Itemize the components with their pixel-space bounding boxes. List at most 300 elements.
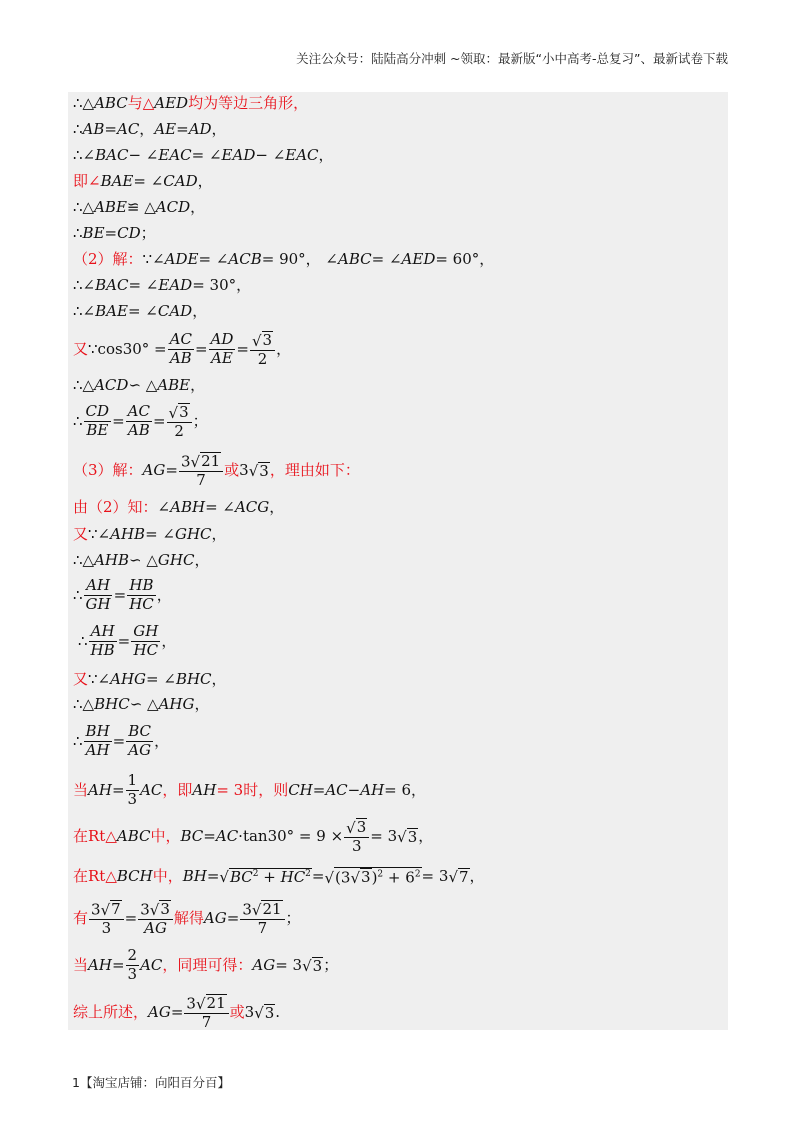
text: ∵∠ [88, 670, 111, 688]
fraction [89, 624, 117, 659]
text: ∽ △ [129, 695, 159, 713]
sqrt [350, 868, 371, 886]
numerator: 2 [127, 946, 138, 964]
text: . [275, 1003, 281, 1021]
text: = [152, 412, 166, 430]
fraction [131, 624, 160, 659]
solution-line-19 [73, 672, 227, 687]
text: = [176, 120, 189, 138]
text: ∴∠ [73, 276, 96, 294]
text: = [117, 631, 131, 650]
text: = [113, 585, 127, 604]
solution-line-25 [73, 900, 301, 937]
solution-line-1 [73, 96, 308, 111]
text: 即∠ [73, 172, 101, 190]
denominator: AB [169, 349, 192, 367]
radicand: 3 [312, 956, 323, 975]
fraction [127, 578, 156, 613]
radicand [334, 867, 422, 886]
text: ∴△ [73, 551, 95, 569]
denominator: GH [85, 594, 111, 613]
sqrt [254, 1004, 275, 1022]
text: 又 [73, 670, 89, 688]
solution-line-10 [73, 331, 291, 368]
text: 解得 [173, 909, 204, 927]
text: 中， [152, 867, 183, 885]
denominator: AB [127, 421, 150, 439]
text: 均为等边三角形， [188, 94, 309, 112]
fraction [179, 452, 223, 489]
var: BHC [175, 670, 212, 688]
denominator: AG [128, 740, 152, 759]
numerator: AH [90, 622, 115, 640]
var: BE [82, 224, 105, 242]
text: = 3 [275, 955, 303, 974]
text: = [194, 340, 208, 358]
text: = [165, 461, 178, 479]
text: ∴△ [73, 94, 95, 112]
page-footer: 1【淘宝店铺：向阳百分百】 [72, 1075, 230, 1090]
text: = ∠ [145, 525, 175, 543]
radical-icon: √ [251, 331, 262, 350]
text: = 3 [421, 867, 449, 885]
text: 或 [229, 1003, 245, 1021]
var: BCH [116, 867, 153, 885]
var: GHC [174, 525, 212, 543]
fraction [184, 994, 228, 1031]
radical-icon: √ [219, 868, 229, 887]
text: 在Rt△ [73, 867, 117, 885]
text: ， [197, 172, 213, 190]
text: + 6 [383, 868, 415, 887]
fraction [126, 724, 153, 759]
text: ∴ [73, 224, 83, 242]
var: AH [88, 955, 112, 974]
var: BC [180, 827, 204, 845]
solution-line-17 [73, 578, 172, 613]
text: 又 [73, 525, 89, 543]
denominator: HB [90, 640, 115, 659]
radical-icon: √ [346, 818, 356, 837]
text: ∴ [73, 120, 83, 138]
text: 中， [150, 827, 181, 845]
text: − ∠ [255, 146, 286, 164]
radical-icon: √ [324, 869, 335, 887]
denominator: 3 [351, 837, 362, 856]
text: ， [418, 827, 434, 845]
text: 有 [73, 909, 89, 927]
numerator: CD [85, 402, 110, 421]
text: − ∠ [128, 146, 159, 164]
solution-line-21 [73, 724, 169, 759]
denominator: 2 [257, 350, 268, 369]
numerator [240, 900, 284, 920]
text: = 30°， [192, 276, 252, 294]
fraction [209, 332, 236, 367]
var: ABE [157, 376, 191, 394]
text: （2）解： [73, 250, 143, 268]
fraction [84, 404, 112, 439]
var: BH [182, 867, 207, 885]
var: BC [229, 867, 253, 886]
solution-line-26 [73, 948, 338, 983]
text: 由（2）知： [73, 498, 158, 516]
coef: 3 [91, 900, 101, 919]
fraction [126, 948, 140, 983]
text: ， [194, 551, 210, 569]
denominator: HC [129, 594, 154, 613]
radical-icon: √ [168, 403, 179, 422]
sqrt [252, 331, 273, 349]
var: AG [203, 909, 227, 927]
radical-icon: √ [397, 828, 407, 847]
text: ， [469, 867, 485, 885]
var: GHC [157, 551, 195, 569]
text: 当 [73, 780, 89, 799]
var: ADE [164, 250, 199, 268]
radical-icon: √ [254, 1004, 264, 1023]
radical-icon: √ [190, 452, 201, 471]
sqrt [219, 868, 311, 886]
text: ； [323, 955, 339, 974]
var: AC [116, 120, 140, 138]
var: ABC [94, 94, 128, 112]
var: ABC [338, 250, 372, 268]
var: HC [280, 867, 306, 886]
text: ∴△ [73, 695, 95, 713]
sqrt [191, 452, 222, 470]
text: ∴△ [73, 376, 95, 394]
var: AC [325, 780, 348, 799]
text: 3 [239, 461, 249, 479]
numerator [344, 818, 369, 838]
text: ，即 [162, 780, 193, 799]
fraction [167, 403, 192, 440]
text: = [104, 120, 117, 138]
sqrt [101, 900, 122, 918]
radical-icon: √ [251, 900, 262, 919]
denominator: BE [86, 421, 109, 439]
var: AHB [94, 551, 130, 569]
var: EAC [158, 146, 192, 164]
text: ，同理可得： [162, 955, 253, 974]
exponent: 2 [414, 869, 421, 880]
sqrt [169, 403, 190, 421]
var: ACD [94, 376, 129, 394]
sqrt [249, 462, 270, 480]
text: = ∠ [191, 146, 222, 164]
text: ， [318, 146, 334, 164]
var: ACD [155, 198, 191, 216]
fraction [138, 900, 173, 937]
text: 或 [224, 461, 240, 479]
text: ， [139, 120, 155, 138]
text: 3 [244, 1003, 255, 1021]
radicand: 3 [264, 1003, 275, 1022]
text: = [124, 909, 138, 927]
text: ，理由如下： [269, 461, 360, 479]
solution-line-13 [73, 452, 360, 489]
var: AG [142, 461, 166, 479]
text: ， [211, 525, 227, 543]
denominator: 3 [127, 789, 138, 808]
text: = [112, 731, 126, 750]
numerator [184, 994, 228, 1014]
var: CD [117, 224, 141, 242]
numerator [138, 900, 173, 920]
denominator: AE [211, 349, 233, 367]
numerator: AH [86, 576, 111, 594]
var: ACB [228, 250, 262, 268]
var: EAD [221, 146, 256, 164]
text: ， [190, 376, 206, 394]
text: 综上所述， [73, 1003, 149, 1021]
text: （3）解： [73, 461, 143, 479]
sqrt [252, 900, 283, 918]
text: = [312, 780, 326, 799]
text: ， [154, 731, 170, 750]
text: = 90°， ∠ [261, 250, 338, 268]
solution-line-27 [73, 994, 280, 1031]
text: ， [211, 120, 227, 138]
text: = [236, 340, 249, 358]
text: ， [190, 198, 206, 216]
sqrt [346, 818, 367, 836]
text: ， [269, 498, 285, 516]
text: (3 [335, 868, 351, 887]
denominator: 3 [127, 964, 138, 983]
text: ≌ △ [126, 198, 156, 216]
text: = ∠ [371, 250, 402, 268]
fraction [240, 900, 284, 937]
solution-line-11 [73, 378, 205, 393]
radical-icon: √ [448, 868, 458, 887]
solution-line-15 [73, 527, 227, 542]
solution-line-6 [73, 226, 156, 241]
text: ∽ △ [128, 376, 158, 394]
solution-line-20 [73, 697, 209, 712]
coef: 3 [186, 994, 196, 1013]
text: ∴∠ [73, 146, 96, 164]
radicand: 7 [459, 867, 469, 886]
radicand: 21 [201, 452, 221, 470]
radicand: 21 [206, 994, 226, 1012]
radical-icon: √ [195, 994, 206, 1013]
text: = [104, 224, 118, 242]
var: CAD [157, 302, 193, 320]
fraction [126, 404, 152, 439]
exponent: 2 [377, 869, 384, 880]
text: ∵∠ [142, 250, 165, 268]
text: = ∠ [205, 498, 235, 516]
text: = [311, 867, 325, 885]
radicand: 3 [259, 461, 269, 480]
radicand: 3 [160, 900, 170, 918]
text: = [170, 1003, 184, 1021]
fraction [168, 332, 194, 367]
solution-line-5 [73, 200, 205, 215]
numerator: GH [133, 622, 159, 640]
fraction [84, 724, 112, 759]
denominator: 7 [201, 1013, 212, 1032]
var: AG [252, 955, 276, 974]
var: BHC [94, 695, 130, 713]
var: AB [82, 120, 105, 138]
var: ACG [234, 498, 270, 516]
numerator: HB [129, 576, 154, 594]
var: AED [154, 94, 189, 112]
text: ， [156, 585, 172, 604]
radicand: 7 [111, 900, 121, 918]
text: 在Rt△ [73, 827, 117, 845]
solution-line-7 [73, 252, 494, 267]
text: ； [192, 412, 208, 430]
text: ∽ △ [129, 551, 158, 569]
var: ABH [170, 498, 206, 516]
text: = [206, 867, 220, 885]
denominator: AH [85, 740, 110, 759]
text: 与△ [127, 94, 155, 112]
numerator [89, 900, 124, 920]
var: BAE [100, 172, 134, 190]
radicand: 3 [179, 403, 189, 421]
text: ∵∠ [88, 525, 111, 543]
text: ， [161, 631, 177, 650]
coef: 3 [140, 900, 150, 919]
coef: 3 [180, 452, 191, 471]
var: AHG [158, 695, 195, 713]
text: = 3时，则 [216, 780, 289, 799]
var: BAC [95, 276, 129, 294]
numerator: AD [210, 330, 234, 349]
text: ， [194, 695, 210, 713]
denominator: HC [133, 640, 159, 659]
numerator: 1 [127, 771, 138, 789]
fraction [250, 331, 275, 368]
text: = ∠ [133, 172, 164, 190]
radicand: 3 [356, 818, 367, 836]
solution-line-18 [78, 624, 176, 659]
fraction [344, 818, 369, 855]
text: ∴ [73, 585, 83, 604]
radicand: 3 [407, 827, 418, 846]
var: AG [148, 1003, 171, 1021]
radicand: 3 [262, 331, 273, 349]
sqrt [196, 994, 227, 1012]
sqrt [448, 868, 469, 886]
text: ， [276, 340, 292, 358]
denominator: 7 [257, 919, 268, 938]
radical-icon: √ [149, 900, 160, 919]
var: CH [288, 780, 313, 799]
denominator: 2 [174, 422, 184, 441]
text: = 6， [384, 780, 427, 799]
text: ， [192, 302, 208, 320]
var: AC [140, 955, 163, 974]
text: = [203, 827, 216, 845]
solution-line-2 [73, 122, 227, 137]
text: 当 [73, 955, 89, 974]
var: AH [88, 780, 112, 799]
sqrt [324, 867, 421, 886]
solution-line-24 [73, 867, 485, 886]
solution-line-12 [73, 403, 208, 440]
solution-line-3 [73, 148, 334, 163]
text: = 3 [370, 827, 398, 845]
numerator [250, 331, 275, 351]
text: ∴∠ [73, 302, 96, 320]
text: = ∠ [128, 276, 159, 294]
text: ∵cos30° = [88, 340, 167, 358]
text: ∴ [73, 412, 83, 430]
text: − [347, 780, 361, 799]
text: ·tan30° = 9 × [238, 827, 344, 845]
var: CAD [163, 172, 198, 190]
numerator: AC [127, 402, 150, 421]
var: AC [215, 827, 239, 845]
text: 又 [73, 340, 89, 358]
text: ∴ [73, 731, 83, 750]
text: ∠ [157, 498, 171, 516]
var: AC [140, 780, 163, 799]
solution-line-23 [73, 818, 433, 855]
solution-line-4 [73, 174, 213, 189]
solution-line-22 [73, 773, 426, 808]
var: EAC [285, 146, 319, 164]
numerator [167, 403, 192, 423]
denominator: AG [144, 919, 167, 938]
var: AED [401, 250, 436, 268]
text: + [258, 867, 281, 886]
text: = ∠ [127, 302, 158, 320]
var: ABC [116, 827, 151, 845]
var: ABE [94, 198, 127, 216]
solution-line-8 [73, 278, 251, 293]
solution-line-16 [73, 553, 209, 568]
radicand: 21 [262, 900, 282, 918]
text: ； [285, 909, 301, 927]
radicand [229, 868, 312, 886]
fraction [89, 900, 124, 937]
var: EAD [158, 276, 193, 294]
var: AD [188, 120, 212, 138]
text: ， [211, 670, 227, 688]
denominator: 3 [101, 919, 112, 938]
denominator: 7 [196, 471, 206, 490]
text: ∴ [78, 631, 88, 650]
text: = [111, 780, 125, 799]
text: ∴△ [73, 198, 95, 216]
var: AH [192, 780, 217, 799]
exponent: 2 [252, 868, 259, 879]
var: BAE [95, 302, 128, 320]
solution-line-9 [73, 304, 207, 319]
exponent: 2 [305, 868, 311, 879]
sqrt [397, 828, 418, 846]
numerator: BC [128, 722, 152, 740]
radical-icon: √ [100, 900, 111, 919]
text: = [111, 955, 125, 974]
text: ； [140, 224, 156, 242]
solution-line-14 [73, 500, 284, 515]
radicand: 3 [361, 868, 371, 886]
fraction [84, 578, 113, 613]
var: AHB [110, 525, 146, 543]
var: AE [154, 120, 177, 138]
page-header: 关注公众号：陆陆高分冲刺 ~领取：最新版“小中高考-总复习”、最新试卷下载 [296, 51, 728, 66]
radical-icon: √ [302, 957, 312, 975]
coef: 3 [242, 900, 252, 919]
